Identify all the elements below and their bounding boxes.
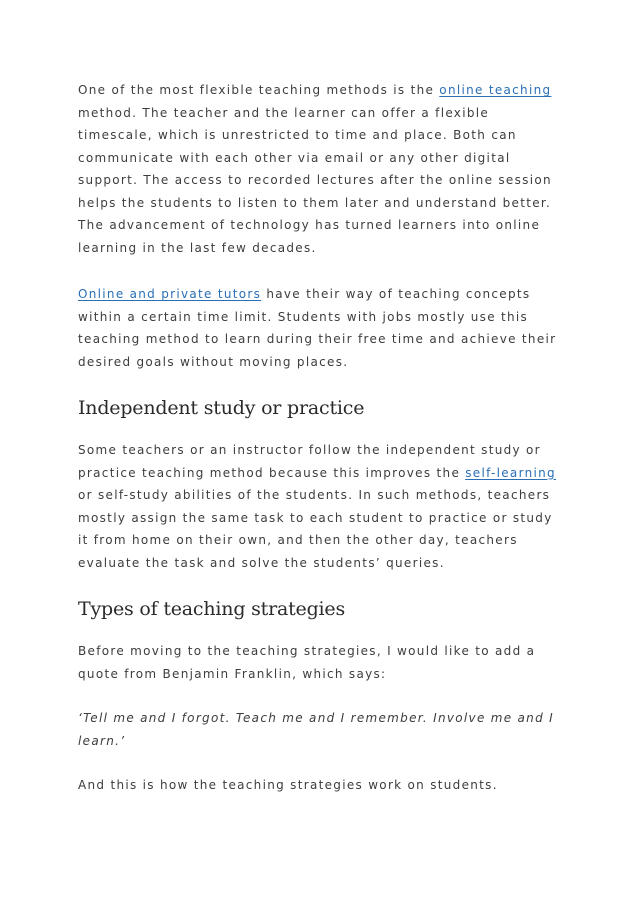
paragraph-text: method. The teacher and the learner can offer a flexible timescale, which is unrestricted to time and place. Both can communicate with each other via email or any other digital support. The access to recorded lectures after the online session helps the students to listen to them later and understand better. The advancement of technology has turned learners into online learning in the last few decades.: [78, 105, 552, 255]
paragraph-closing: And this is how the teaching strategies work on students.: [78, 778, 498, 792]
paragraph-text: Some teachers or an instructor follow the independent study or practice teaching method because this improves the: [78, 443, 541, 480]
online-private-tutors-link[interactable]: Online and private tutors: [78, 287, 262, 301]
online-teaching-link[interactable]: online teaching: [439, 83, 552, 97]
paragraph-private-tutors: [78, 283, 568, 373]
paragraph-online-teaching: [78, 79, 568, 259]
franklin-quote: ‘Tell me and I forgot. Teach me and I remember. Involve me and I learn.’: [78, 711, 554, 748]
heading-independent-study: Independent study or practice: [78, 397, 365, 419]
article-body: [78, 79, 568, 819]
paragraph-independent-study: [78, 439, 568, 574]
paragraph-text: have their way of teaching concepts within a certain time limit. Students with jobs mostly use this teaching method to learn during their free time and achieve their desired goals without moving places.: [78, 287, 557, 369]
paragraph-text: One of the most flexible teaching methods is the: [78, 83, 440, 97]
self-learning-link[interactable]: self-learning: [465, 465, 556, 480]
paragraph-franklin-intro: Before moving to the teaching strategies, I would like to add a quote from Benjamin Franklin, which says:: [78, 644, 536, 681]
heading-teaching-strategies: Types of teaching strategies: [78, 598, 346, 620]
paragraph-text: or self-study abilities of the students. In such methods, teachers mostly assign the same task to each student to practice or study it from home on their own, and then the other day, teachers evaluate the task and solve the students’ queries.: [78, 488, 553, 570]
